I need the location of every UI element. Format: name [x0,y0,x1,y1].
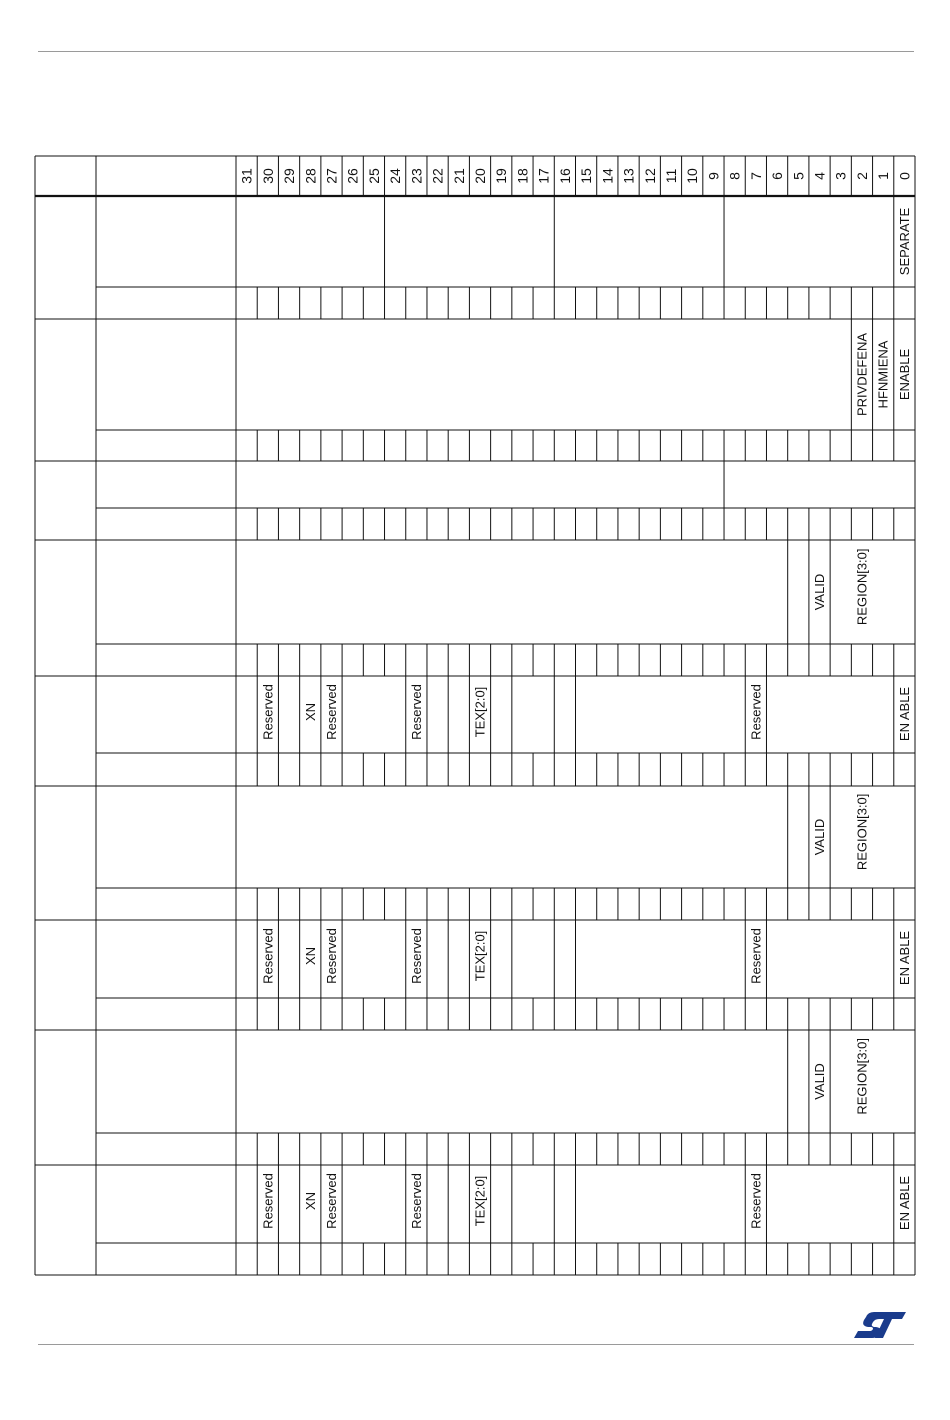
field-label-separate: SEPARATE [896,207,912,276]
field-label-reserved: Reserved [408,928,424,984]
field-label-reserved: Reserved [260,684,276,740]
field-label-reserved: Reserved [323,928,339,984]
bit-number-label: 31 [238,168,255,184]
bit-number-label: 30 [259,168,276,184]
field-label-reserved: Reserved [323,684,339,740]
field-label-hfnmiena: HFNMIENA [875,340,891,409]
field-label-reserved: Reserved [748,928,764,984]
bit-number-label: 0 [896,172,913,180]
field-label-tex-2-0: TEX[2:0] [472,930,488,982]
field-label-valid: VALID [812,818,828,856]
field-label-region-3-0: REGION[3:0] [854,548,870,626]
bit-number-label: 15 [578,168,595,184]
page-bottom-rule [38,1344,914,1345]
bit-number-label: 17 [535,168,552,184]
field-label-reserved: Reserved [408,1173,424,1229]
bit-number-label: 4 [811,172,828,180]
field-label-xn: XN [302,702,318,722]
field-label-xn: XN [302,1191,318,1211]
st-logo-icon [852,1310,908,1340]
bit-number-label: 25 [365,168,382,184]
field-label-tex-2-0: TEX[2:0] [472,1175,488,1227]
field-label-reserved: Reserved [748,1173,764,1229]
field-label-en-able: EN ABLE [896,930,912,986]
bit-number-label: 21 [450,168,467,184]
bit-number-label: 10 [684,168,701,184]
field-label-reserved: Reserved [260,1173,276,1229]
bit-number-label: 13 [620,168,637,184]
bit-number-label: 3 [832,172,849,180]
bit-number-label: 29 [281,168,298,184]
field-label-reserved: Reserved [260,928,276,984]
bit-number-label: 20 [472,168,489,184]
bit-number-label: 6 [769,172,786,180]
field-label-reserved: Reserved [748,684,764,740]
bit-number-label: 26 [344,168,361,184]
bit-number-label: 23 [408,168,425,184]
field-label-privdefena: PRIVDEFENA [854,332,870,417]
field-label-reserved: Reserved [323,1173,339,1229]
bit-number-label: 28 [302,168,319,184]
field-label-region-3-0: REGION[3:0] [854,793,870,871]
bit-number-label: 27 [323,168,340,184]
bit-number-label: 2 [853,172,870,180]
bit-number-label: 22 [429,168,446,184]
bit-number-label: 12 [641,168,658,184]
field-label-tex-2-0: TEX[2:0] [472,686,488,738]
bit-number-label: 1 [875,172,892,180]
field-label-valid: VALID [812,573,828,611]
bit-number-label: 18 [514,168,531,184]
field-label-enable: ENABLE [896,348,912,401]
bit-number-label: 7 [747,172,764,180]
field-label-xn: XN [302,946,318,966]
bit-number-label: 8 [726,172,743,180]
field-label-region-3-0: REGION[3:0] [854,1038,870,1115]
bit-number-label: 19 [493,168,510,184]
field-label-en-able: EN ABLE [896,1175,912,1231]
bit-number-label: 24 [387,168,404,184]
bit-number-label: 5 [790,172,807,180]
bit-number-label: 16 [556,168,573,184]
field-label-reserved: Reserved [408,684,424,740]
field-label-en-able: EN ABLE [896,686,912,742]
bit-number-label: 9 [705,172,722,180]
field-label-valid: VALID [812,1063,828,1100]
bit-number-label: 11 [662,168,679,184]
bit-number-label: 14 [599,168,616,184]
